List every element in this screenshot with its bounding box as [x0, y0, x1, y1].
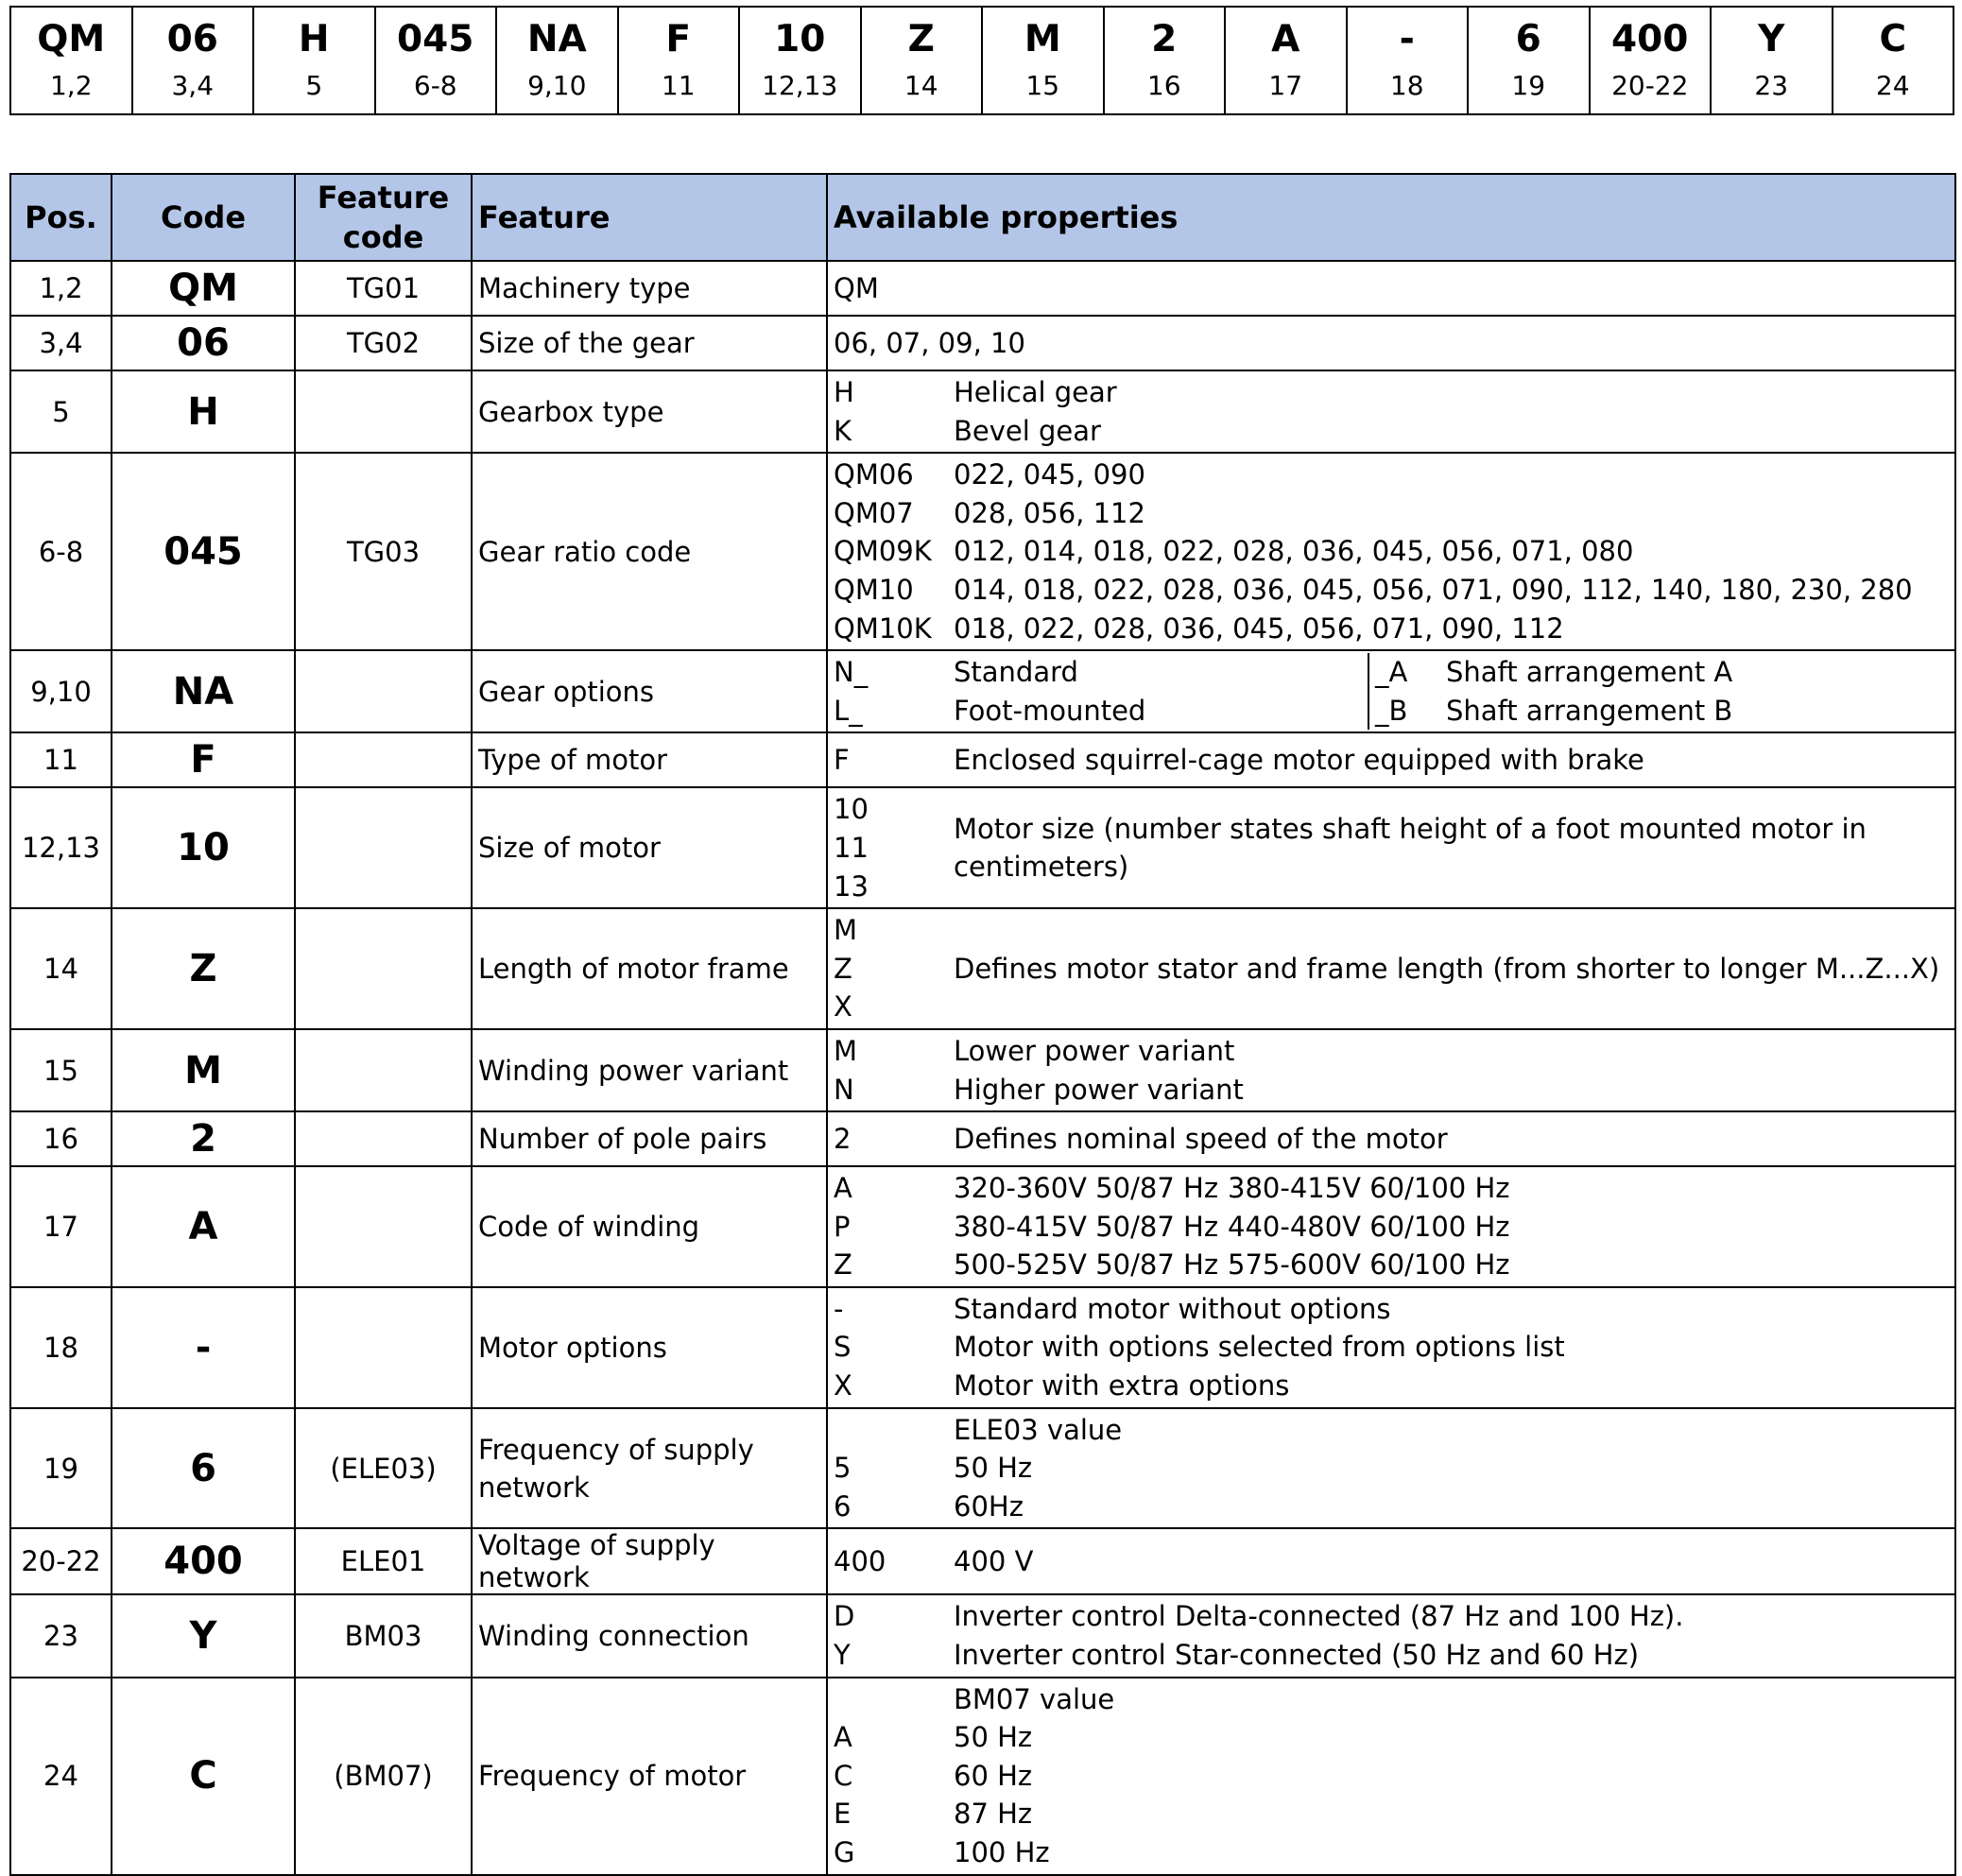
property-value: 028, 056, 112 — [954, 496, 1145, 529]
cell-feature-code: ELE01 — [295, 1528, 472, 1594]
property-line — [834, 1636, 1949, 1675]
property-value: BM07 value — [954, 1682, 1115, 1715]
property-line — [834, 532, 1949, 571]
cell-feature: Frequency of motor — [472, 1678, 827, 1875]
cell-feature-code — [295, 1287, 472, 1408]
table-row — [10, 370, 1955, 453]
strip-cell — [1104, 7, 1226, 114]
cell-feature: Type of motor — [472, 732, 827, 787]
cell-code: 400 — [112, 1528, 295, 1594]
strip-cell — [10, 7, 132, 114]
property-key: QM06 — [834, 458, 914, 491]
table-row — [10, 650, 1955, 732]
header-feature-code — [295, 174, 472, 261]
property-key — [834, 1411, 954, 1450]
header-feature-code-line1: Feature — [317, 180, 450, 215]
property-value: Bevel gear — [954, 414, 1101, 447]
strip-pos: 15 — [1025, 70, 1060, 101]
property-value: Higher power variant — [954, 1073, 1244, 1106]
cell-feature: Size of the gear — [472, 316, 827, 370]
cell-code: M — [112, 1029, 295, 1111]
strip-code: 2 — [1151, 18, 1178, 60]
strip-pos: 18 — [1389, 70, 1424, 101]
property-key: 2 — [834, 1122, 852, 1155]
strip-pos: 1,2 — [49, 70, 93, 101]
strip-cell — [1711, 7, 1833, 114]
property-value: 014, 018, 022, 028, 036, 045, 056, 071, 090, 112, 140, 180, 230, 280 — [954, 573, 1913, 606]
cell-properties — [827, 1528, 1955, 1594]
strip-code: 400 — [1611, 18, 1689, 60]
property-value: 50 Hz — [954, 1452, 1033, 1485]
property-key: G — [834, 1836, 855, 1868]
property-key: L_ — [834, 694, 863, 727]
strip-cell — [1590, 7, 1712, 114]
property-line — [834, 1071, 1949, 1110]
property-key: N — [834, 1073, 854, 1106]
table-row — [10, 908, 1955, 1029]
cell-code: H — [112, 370, 295, 453]
property-value: 018, 022, 028, 036, 045, 056, 071, 090, 112 — [954, 611, 1564, 645]
property-description — [954, 950, 1949, 989]
cell-properties — [827, 787, 1955, 908]
cell-code: 2 — [112, 1111, 295, 1166]
strip-cell — [1833, 7, 1954, 114]
cell-properties — [827, 650, 1955, 732]
cell-pos: 6-8 — [10, 453, 112, 650]
strip-cell — [1468, 7, 1590, 114]
header-feature-code-line2: code — [342, 219, 424, 255]
table-row — [10, 787, 1955, 908]
cell-feature-code — [295, 1111, 472, 1166]
property-key: N_ — [834, 656, 869, 689]
cell-properties — [827, 1029, 1955, 1111]
cell-properties — [827, 1166, 1955, 1287]
strip-pos: 20-22 — [1611, 70, 1689, 101]
property-value: Defines nominal speed of the motor — [954, 1122, 1448, 1155]
property-key: X — [834, 990, 852, 1024]
cell-feature-code — [295, 370, 472, 453]
cell-pos: 19 — [10, 1408, 112, 1529]
property-line — [834, 1795, 1949, 1833]
property-value — [954, 1246, 1949, 1284]
property-line — [1375, 692, 1949, 731]
property-line — [834, 692, 1368, 731]
table-row — [10, 1029, 1955, 1111]
table-row — [10, 453, 1955, 650]
voltage-50-87: 380-415V 50/87 Hz — [954, 1210, 1219, 1243]
voltage-50-87: 320-360V 50/87 Hz — [954, 1172, 1219, 1205]
table-row — [10, 1528, 1955, 1594]
cell-pos: 15 — [10, 1029, 112, 1111]
property-key: 13 — [834, 869, 869, 903]
cell-code: NA — [112, 650, 295, 732]
strip-code: H — [298, 18, 330, 60]
table-row — [10, 1594, 1955, 1677]
cell-feature-code: TG02 — [295, 316, 472, 370]
property-line — [834, 1833, 1949, 1872]
cell-pos: 16 — [10, 1111, 112, 1166]
strip-code: 045 — [397, 18, 474, 60]
property-key: P — [834, 1210, 851, 1243]
property-line — [834, 412, 1949, 451]
strip-pos: 17 — [1268, 70, 1303, 101]
cell-code: 6 — [112, 1408, 295, 1529]
cell-feature-code — [295, 787, 472, 908]
property-key — [834, 1680, 954, 1719]
gear-options-mounting — [834, 653, 1369, 730]
property-key: D — [834, 1600, 855, 1633]
property-key: 6 — [834, 1489, 852, 1523]
cell-pos: 18 — [10, 1287, 112, 1408]
strip-pos: 12,13 — [762, 70, 838, 101]
property-key: QM10K — [834, 611, 932, 645]
type-code-strip — [9, 6, 1954, 115]
strip-pos: 3,4 — [171, 70, 215, 101]
cell-feature-code: BM03 — [295, 1594, 472, 1677]
cell-feature-code — [295, 1029, 472, 1111]
strip-pos: 9,10 — [527, 70, 587, 101]
property-block — [834, 911, 1949, 1026]
cell-pos: 1,2 — [10, 261, 112, 316]
strip-cell — [496, 7, 618, 114]
voltage-50-87: 500-525V 50/87 Hz — [954, 1248, 1219, 1282]
cell-feature: Size of motor — [472, 787, 827, 908]
property-key: M — [834, 914, 858, 947]
property-line — [834, 1246, 1949, 1284]
cell-feature-code: (ELE03) — [295, 1408, 472, 1529]
property-line — [834, 269, 1949, 308]
property-value: Motor with extra options — [954, 1369, 1290, 1403]
property-line — [834, 1290, 1949, 1329]
cell-pos: 17 — [10, 1166, 112, 1287]
property-value: 022, 045, 090 — [954, 458, 1145, 491]
cell-feature: Gear options — [472, 650, 827, 732]
property-description — [954, 810, 1949, 886]
cell-feature: Number of pole pairs — [472, 1111, 827, 1166]
table-row — [10, 261, 1955, 316]
cell-pos: 14 — [10, 908, 112, 1029]
header-feature: Feature — [472, 174, 827, 261]
property-value: 87 Hz — [954, 1798, 1033, 1831]
strip-code: 6 — [1515, 18, 1541, 60]
strip-pos: 11 — [661, 70, 696, 101]
cell-feature-code — [295, 908, 472, 1029]
cell-code: Z — [112, 908, 295, 1029]
property-line — [834, 1328, 1949, 1367]
property-line — [834, 456, 1949, 494]
cell-feature-code — [295, 732, 472, 787]
property-value: Shaft arrangement A — [1446, 656, 1733, 689]
table-row — [10, 1166, 1955, 1287]
strip-pos: 14 — [904, 70, 938, 101]
property-keys — [834, 911, 954, 1026]
property-key: Z — [834, 952, 852, 985]
cell-properties — [827, 1111, 1955, 1166]
property-value: Standard motor without options — [954, 1292, 1391, 1325]
table-row — [10, 1408, 1955, 1529]
property-line — [1375, 653, 1949, 692]
strip-code: QM — [37, 18, 106, 60]
cell-feature: Winding power variant — [472, 1029, 827, 1111]
cell-pos: 3,4 — [10, 316, 112, 370]
property-key: S — [834, 1331, 852, 1364]
cell-feature: Winding connection — [472, 1594, 827, 1677]
feature-line: network — [478, 1471, 590, 1504]
cell-pos: 24 — [10, 1678, 112, 1875]
cell-feature-code — [295, 650, 472, 732]
property-value: 012, 014, 018, 022, 028, 036, 045, 056, 071, 080 — [954, 535, 1634, 568]
property-text: 06, 07, 09, 10 — [834, 326, 1025, 359]
property-line — [834, 1757, 1949, 1796]
gear-options-split — [834, 653, 1949, 730]
property-value — [954, 1169, 1949, 1208]
cell-code: Y — [112, 1594, 295, 1677]
cell-pos: 20-22 — [10, 1528, 112, 1594]
property-key: M — [834, 1034, 858, 1067]
property-value: 100 Hz — [954, 1836, 1050, 1868]
property-line — [834, 324, 1949, 363]
property-value: 60 Hz — [954, 1759, 1033, 1792]
property-value: Inverter control Star-connected (50 Hz and 60 Hz) — [954, 1639, 1640, 1672]
strip-code: 06 — [166, 18, 218, 60]
table-row — [10, 1678, 1955, 1875]
strip-code: NA — [526, 18, 587, 60]
cell-properties — [827, 1408, 1955, 1529]
cell-feature-code: (BM07) — [295, 1678, 472, 1875]
property-line — [834, 494, 1949, 533]
property-key: QM09K — [834, 535, 932, 568]
cell-code: QM — [112, 261, 295, 316]
cell-properties — [827, 453, 1955, 650]
strip-row — [10, 7, 1953, 114]
strip-pos: 24 — [1875, 70, 1910, 101]
cell-code: C — [112, 1678, 295, 1875]
property-value: Motor size (number states shaft height of a foot mounted motor in — [954, 812, 1867, 845]
strip-cell — [375, 7, 497, 114]
property-value: Foot-mounted — [954, 694, 1146, 727]
strip-cell — [618, 7, 740, 114]
property-key: A — [834, 1172, 852, 1205]
cell-pos: 11 — [10, 732, 112, 787]
property-value: Lower power variant — [954, 1034, 1235, 1067]
cell-feature: Gearbox type — [472, 370, 827, 453]
strip-code: F — [665, 18, 692, 60]
gear-options-shaft — [1369, 653, 1949, 730]
property-line — [834, 1169, 1949, 1208]
property-key: A — [834, 1721, 852, 1754]
cell-feature-code: TG01 — [295, 261, 472, 316]
property-key: QM10 — [834, 573, 914, 606]
strip-code: - — [1399, 18, 1415, 60]
cell-properties — [827, 261, 1955, 316]
property-value: Standard — [954, 656, 1078, 689]
cell-properties — [827, 370, 1955, 453]
cell-code: 10 — [112, 787, 295, 908]
property-value: centimeters) — [954, 851, 1129, 884]
property-value: Inverter control Delta-connected (87 Hz and 100 Hz). — [954, 1600, 1684, 1633]
cell-code: A — [112, 1166, 295, 1287]
property-key: 400 — [834, 1545, 886, 1578]
property-key: - — [834, 1292, 844, 1325]
property-line — [834, 1597, 1949, 1636]
cell-feature: Gear ratio code — [472, 453, 827, 650]
property-value: Helical gear — [954, 376, 1117, 408]
property-key: F — [834, 744, 850, 777]
cell-pos: 5 — [10, 370, 112, 453]
strip-cell — [1347, 7, 1469, 114]
cell-feature: Code of winding — [472, 1166, 827, 1287]
strip-pos: 16 — [1146, 70, 1181, 101]
voltage-60-100: 440-480V 60/100 Hz — [1228, 1210, 1510, 1243]
property-line — [834, 653, 1368, 692]
property-value: 60Hz — [954, 1489, 1024, 1523]
cell-properties — [827, 1594, 1955, 1677]
header-pos: Pos. — [10, 174, 112, 261]
property-key: QM07 — [834, 496, 914, 529]
property-key: 10 — [834, 793, 869, 826]
property-line — [834, 1411, 1949, 1450]
feature-line: Frequency of supply — [478, 1433, 754, 1466]
property-line — [834, 1488, 1949, 1526]
voltage-60-100: 380-415V 60/100 Hz — [1228, 1172, 1510, 1205]
property-value: ELE03 value — [954, 1413, 1123, 1446]
strip-pos: 5 — [305, 70, 323, 101]
cell-properties — [827, 908, 1955, 1029]
table-row — [10, 316, 1955, 370]
table-row — [10, 1111, 1955, 1166]
cell-code: 045 — [112, 453, 295, 650]
strip-pos: 23 — [1754, 70, 1789, 101]
strip-pos: 6-8 — [413, 70, 457, 101]
property-key: 11 — [834, 831, 869, 864]
property-value: 400 V — [954, 1545, 1034, 1578]
property-block — [834, 790, 1949, 905]
header-code: Code — [112, 174, 295, 261]
cell-feature: Motor options — [472, 1287, 827, 1408]
cell-feature-code: TG03 — [295, 453, 472, 650]
strip-code: M — [1024, 18, 1061, 60]
property-key: X — [834, 1369, 852, 1403]
property-line — [834, 1449, 1949, 1488]
property-line — [834, 1120, 1949, 1159]
cell-properties — [827, 1287, 1955, 1408]
cell-properties — [827, 732, 1955, 787]
property-key: Z — [834, 1248, 852, 1282]
property-key: K — [834, 414, 852, 447]
strip-code: 10 — [774, 18, 826, 60]
property-line — [834, 1208, 1949, 1247]
property-line — [834, 571, 1949, 610]
strip-cell — [1225, 7, 1347, 114]
cell-feature: Voltage of supply network — [472, 1528, 827, 1594]
cell-properties — [827, 316, 1955, 370]
property-line — [834, 1367, 1949, 1405]
property-line — [834, 1032, 1949, 1071]
strip-code: Z — [907, 18, 935, 60]
property-value: 50 Hz — [954, 1721, 1033, 1754]
strip-pos: 19 — [1511, 70, 1546, 101]
cell-properties — [827, 1678, 1955, 1875]
property-keys — [834, 790, 954, 905]
property-key: E — [834, 1798, 852, 1831]
cell-feature: Machinery type — [472, 261, 827, 316]
cell-feature — [472, 1408, 827, 1529]
property-line — [834, 741, 1949, 780]
cell-pos: 9,10 — [10, 650, 112, 732]
property-line — [834, 1718, 1949, 1757]
table-header-row — [10, 174, 1955, 261]
strip-code: C — [1879, 18, 1907, 60]
property-key: C — [834, 1759, 853, 1792]
cell-code: F — [112, 732, 295, 787]
property-value: Shaft arrangement B — [1446, 694, 1733, 727]
property-key: 5 — [834, 1452, 852, 1485]
voltage-60-100: 575-600V 60/100 Hz — [1228, 1248, 1510, 1282]
table-row — [10, 1287, 1955, 1408]
table-row — [10, 732, 1955, 787]
cell-code: 06 — [112, 316, 295, 370]
strip-code: Y — [1758, 18, 1785, 60]
property-value: Motor with options selected from options list — [954, 1331, 1565, 1364]
strip-code: A — [1271, 18, 1300, 60]
cell-code: - — [112, 1287, 295, 1408]
cell-pos: 12,13 — [10, 787, 112, 908]
strip-cell — [982, 7, 1104, 114]
property-text: QM — [834, 271, 879, 304]
strip-cell — [253, 7, 375, 114]
property-line — [834, 373, 1949, 412]
property-line — [834, 1680, 1949, 1719]
cell-feature: Length of motor frame — [472, 908, 827, 1029]
strip-cell — [739, 7, 861, 114]
strip-cell — [132, 7, 254, 114]
property-value: Enclosed squirrel-cage motor equipped with brake — [954, 744, 1644, 777]
cell-feature-code — [295, 1166, 472, 1287]
property-value — [954, 1208, 1949, 1247]
property-key: Y — [834, 1639, 851, 1672]
cell-pos: 23 — [10, 1594, 112, 1677]
header-properties: Available properties — [827, 174, 1955, 261]
property-key: _A — [1375, 656, 1408, 689]
strip-cell — [861, 7, 983, 114]
type-code-table — [9, 173, 1956, 1876]
property-key: _B — [1375, 694, 1408, 727]
property-key: H — [834, 376, 854, 408]
property-line — [834, 610, 1949, 648]
property-value: Defines motor stator and frame length (from shorter to longer M...Z...X) — [954, 952, 1940, 985]
property-line — [834, 1542, 1949, 1581]
